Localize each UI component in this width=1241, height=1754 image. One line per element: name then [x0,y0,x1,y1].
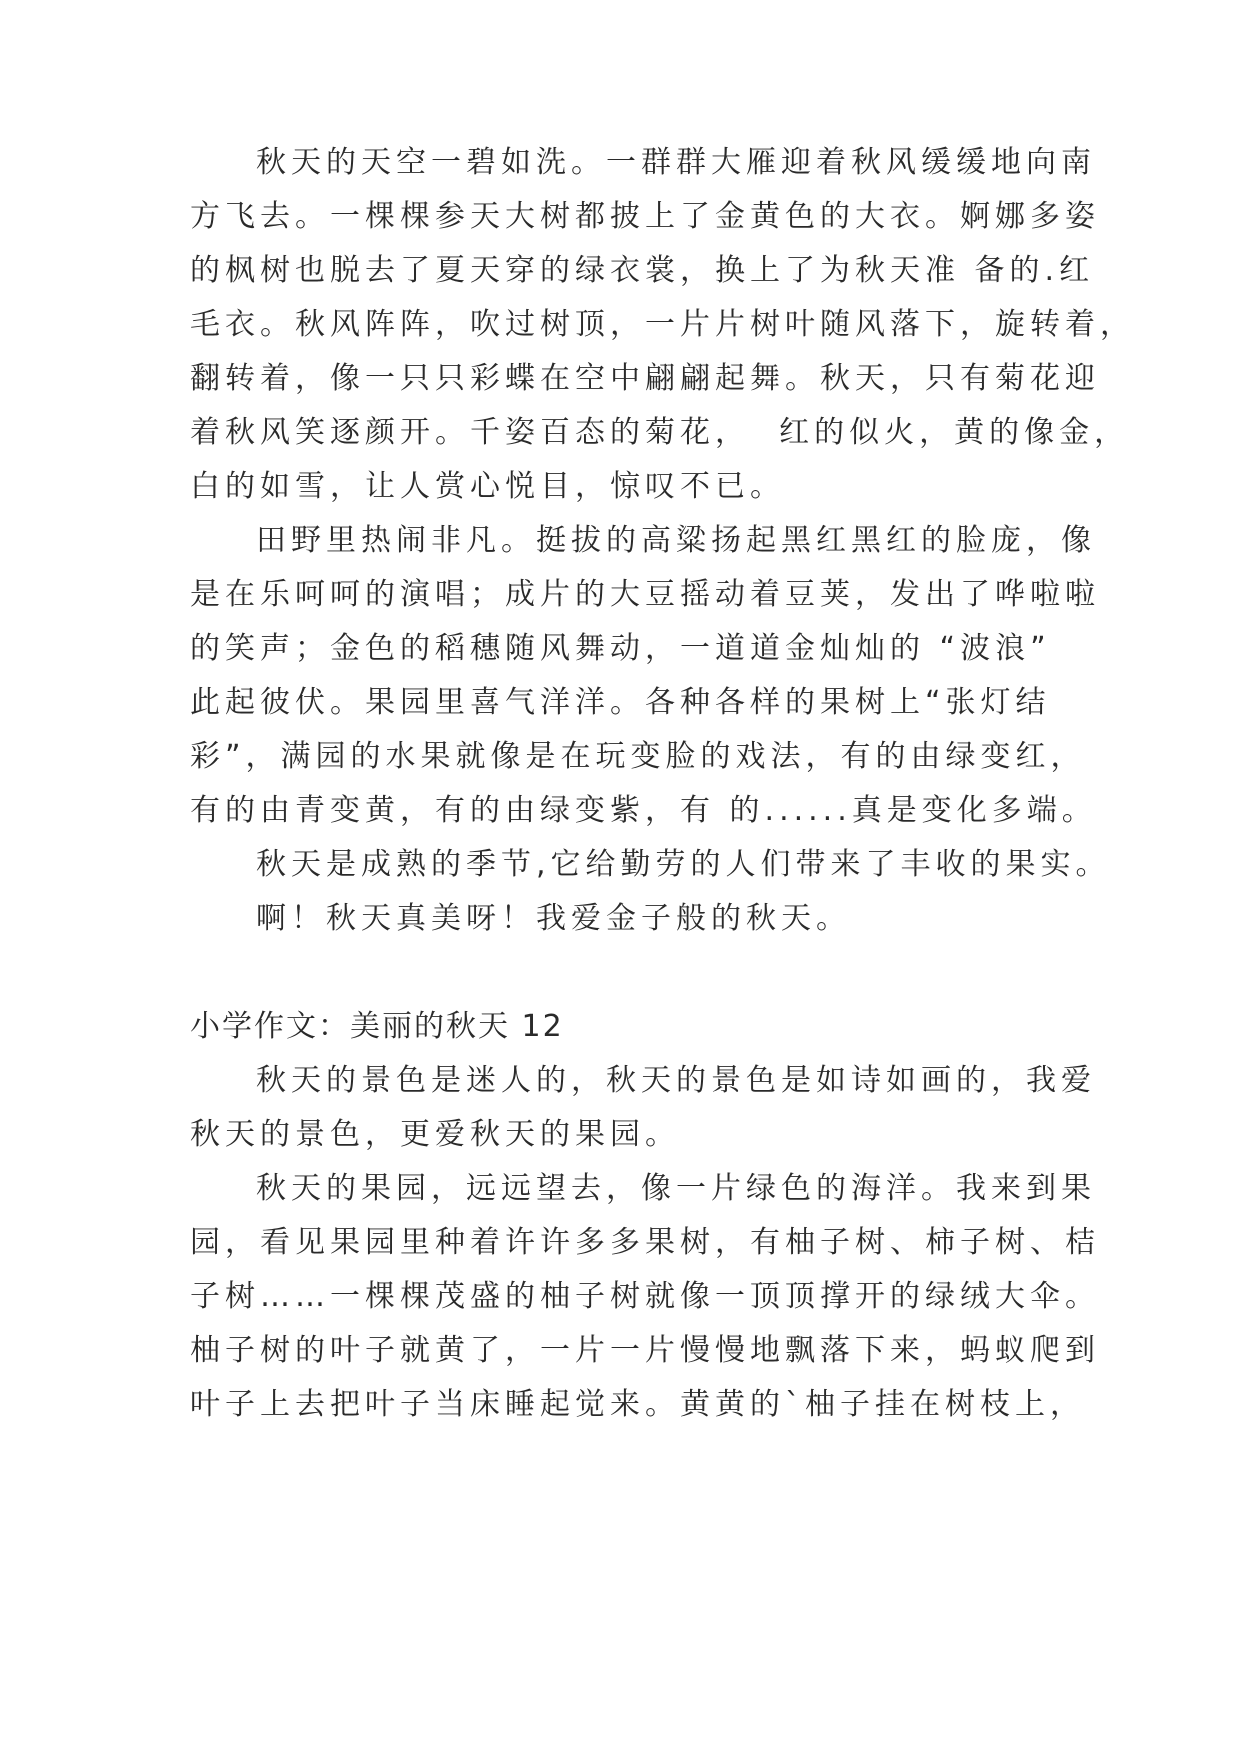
paragraph-2-line-6: 有的由青变黄，有的由绿变紫，有 的......真是变化多端。 [190,793,1097,828]
paragraph-2-line-4: 此起彼伏。果园里喜气洋洋。各种各样的果树上“张灯结 [190,685,1051,720]
paragraph-6-line-1: 秋天的果园，远远望去，像一片绿色的海洋。我来到果 [256,1171,1096,1206]
paragraph-5-line-2: 秋天的景色，更爱秋天的果园。 [190,1117,680,1152]
paragraph-2-line-1: 田野里热闹非凡。挺拔的高粱扬起黑红黑红的脸庞，像 [256,523,1096,558]
paragraph-4-line-1: 啊！秋天真美呀！我爱金子般的秋天。 [256,901,851,936]
paragraph-6-line-4: 柚子树的叶子就黄了，一片一片慢慢地飘落下来，蚂蚁爬到 [190,1333,1100,1368]
paragraph-1-line-1: 秋天的天空一碧如洗。一群群大雁迎着秋风缓缓地向南 [256,145,1096,180]
paragraph-6-line-5: 叶子上去把叶子当床睡起觉来。黄黄的`柚子挂在树枝上， [190,1387,1085,1422]
paragraph-3-line-1: 秋天是成熟的季节,它给勤劳的人们带来了丰收的果实。 [256,847,1111,882]
paragraph-1-line-7: 白的如雪，让人赏心悦目，惊叹不已。 [190,469,785,504]
paragraph-2-line-3: 的笑声；金色的稻穗随风舞动，一道道金灿灿的 “波浪” [190,631,1051,666]
paragraph-2-line-5: 彩”，满园的水果就像是在玩变脸的戏法，有的由绿变红， [190,739,1086,774]
paragraph-1-line-6: 着秋风笑逐颜开。千姿百态的菊花， 红的似火，黄的像金， [190,415,1130,450]
paragraph-5-line-1: 秋天的景色是迷人的，秋天的景色是如诗如画的，我爱 [256,1063,1096,1098]
paragraph-1-line-3: 的枫树也脱去了夏天穿的绿衣裳，换上了为秋天准 备的.红 [190,253,1095,288]
paragraph-6-line-3: 子树……一棵棵茂盛的柚子树就像一顶顶撑开的绿绒大伞。 [190,1279,1100,1314]
paragraph-6-line-2: 园，看见果园里种着许许多多果树，有柚子树、柿子树、桔 [190,1225,1100,1260]
paragraph-1-line-2: 方飞去。一棵棵参天大树都披上了金黄色的大衣。婀娜多姿 [190,199,1100,234]
paragraph-2-line-2: 是在乐呵呵的演唱；成片的大豆摇动着豆荚，发出了哗啦啦 [190,577,1100,612]
section-heading: 小学作文：美丽的秋天 12 [190,1009,564,1044]
paragraph-1-line-4: 毛衣。秋风阵阵，吹过树顶，一片片树叶随风落下，旋转着， [190,307,1135,342]
paragraph-1-line-5: 翻转着，像一只只彩蝶在空中翩翩起舞。秋天，只有菊花迎 [190,361,1100,396]
